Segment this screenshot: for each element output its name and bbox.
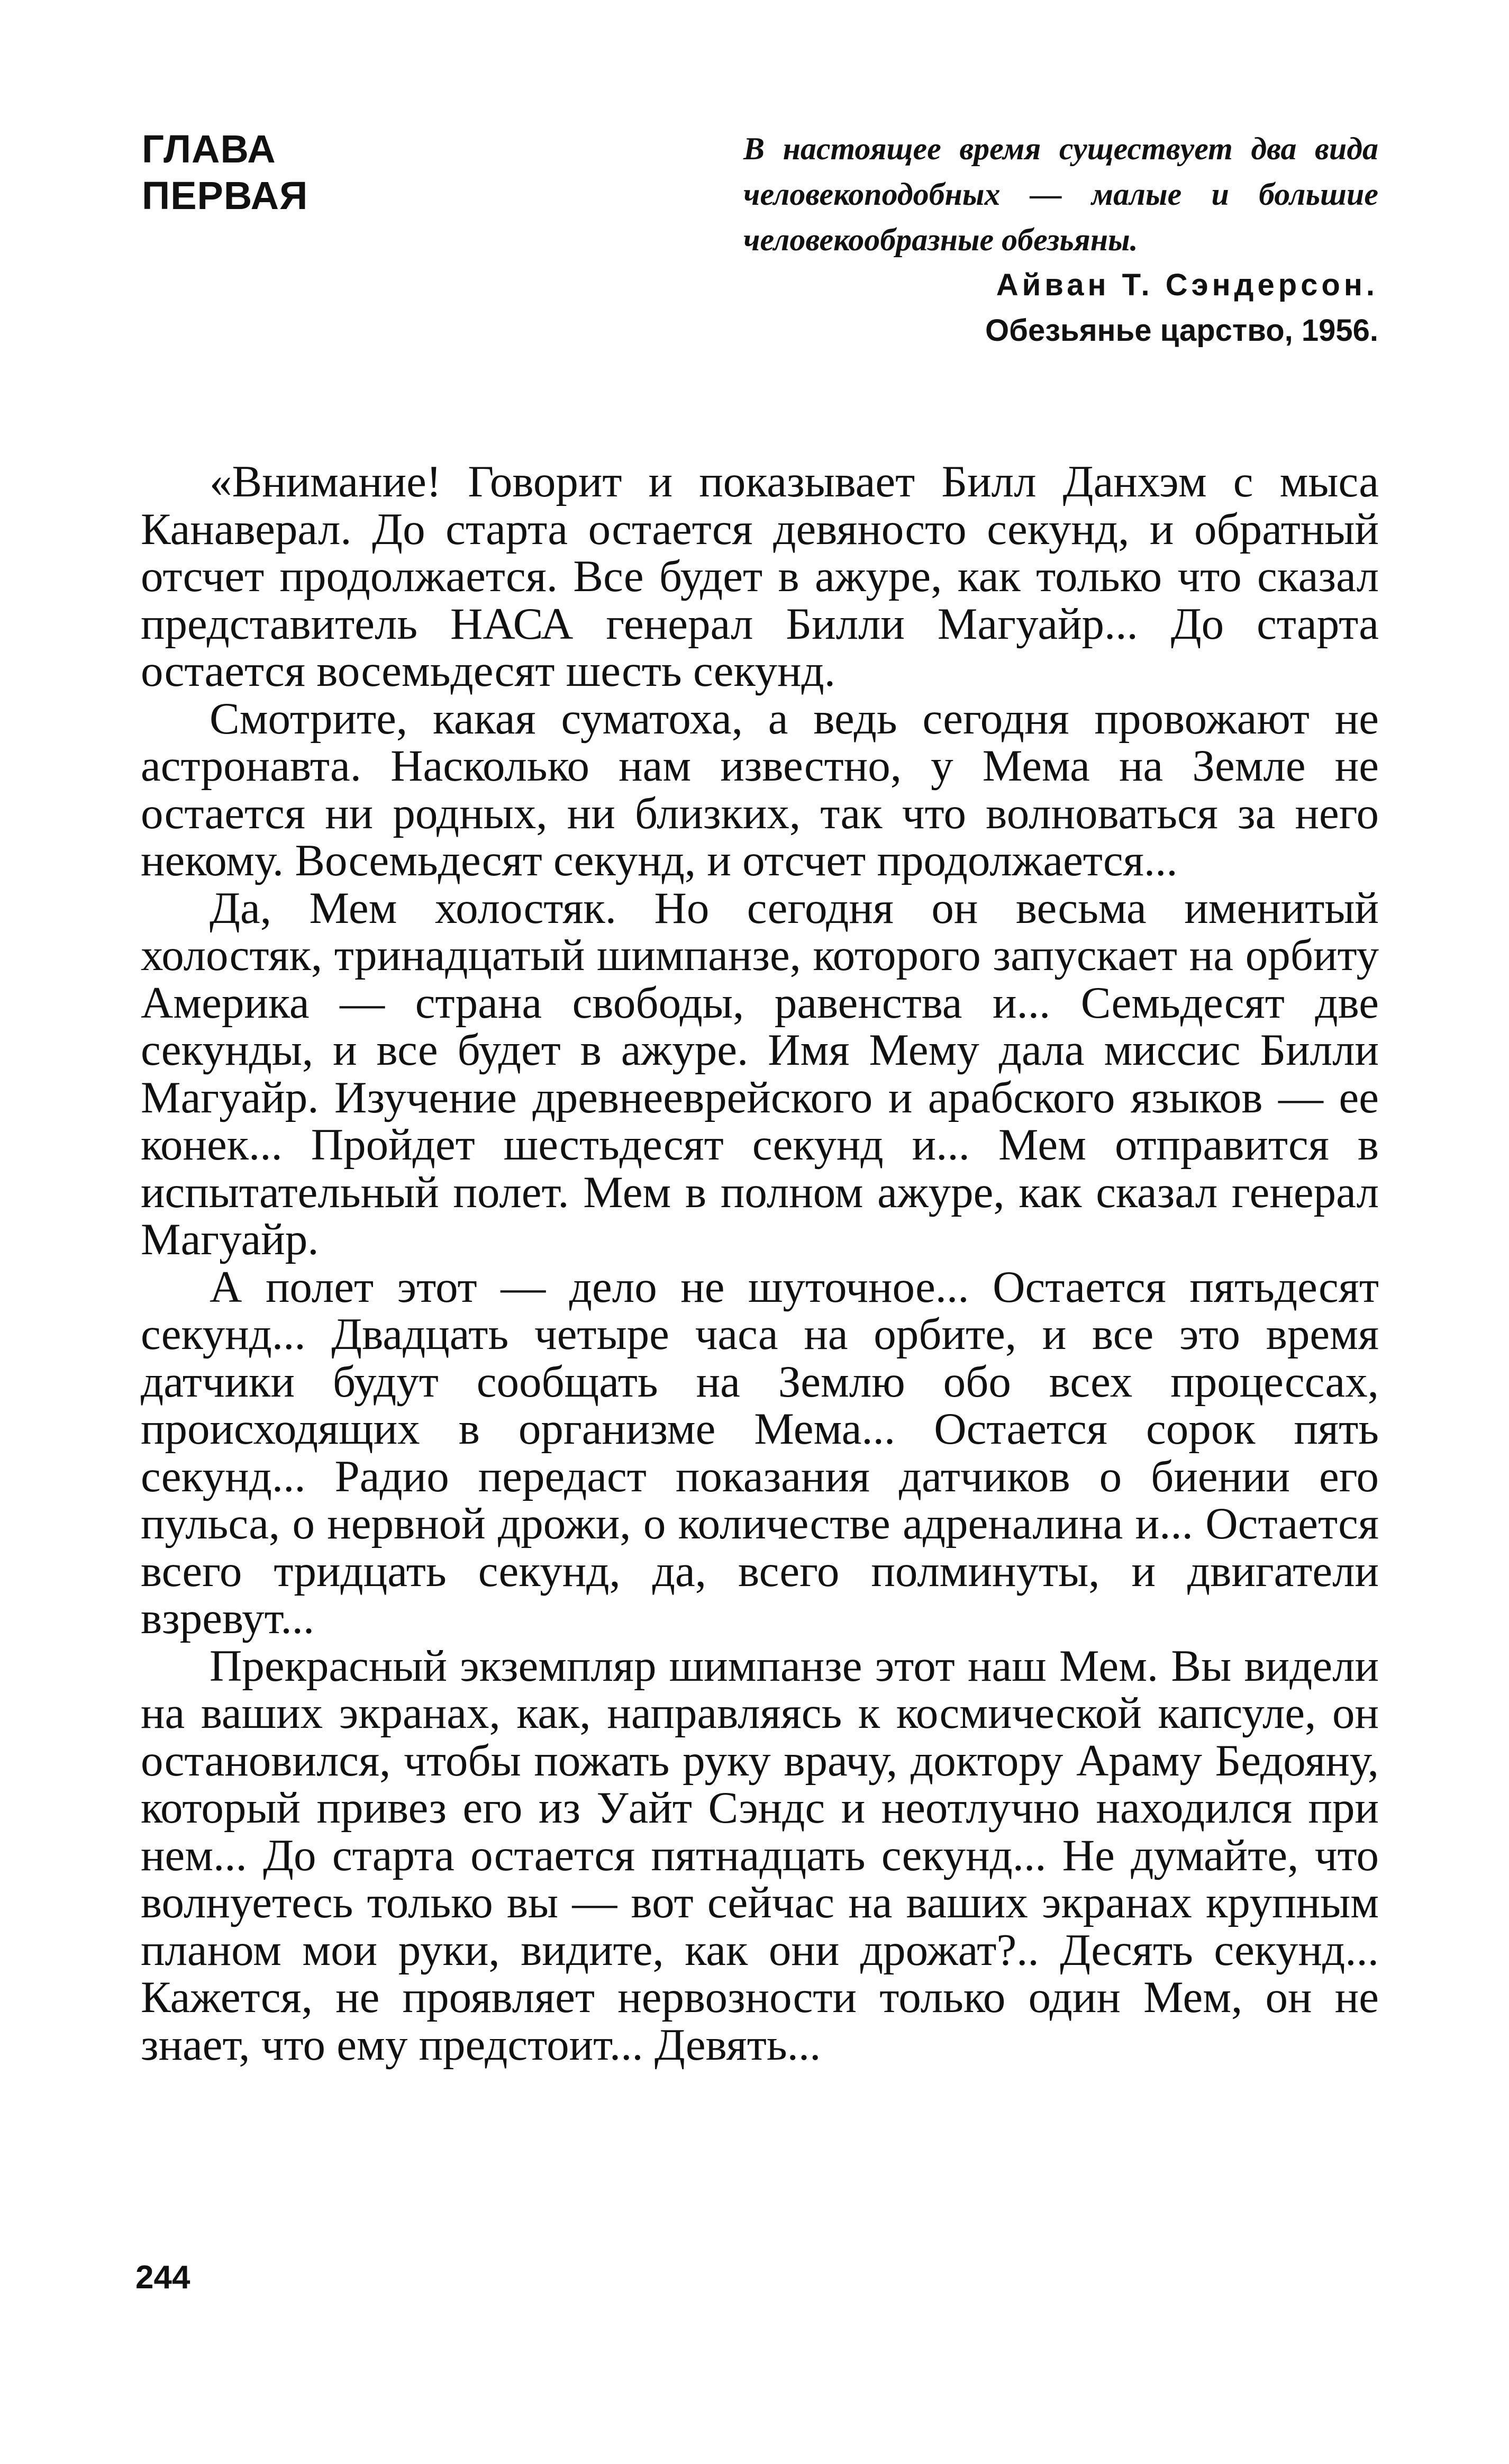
chapter-heading-line-2: ПЕРВАЯ — [142, 174, 308, 218]
epigraph-source: Обезьянье царство, 1956. — [985, 313, 1378, 348]
paragraph: «Внимание! Говорит и показывает Билл Данхэм с мыса Канаверал. До старта остается девяносто секунд, и обратный отсчет продолжается. Все будет в ажуре, как только что сказал представитель НАСА генерал Билли Магуайр... До старта остается восемьдесят шесть секунд. — [141, 457, 1379, 696]
epigraph-author: Айван Т. Сэндерсон. — [996, 268, 1378, 302]
epigraph-quote: В настоящее время существует два вида человекоподобных — малые и большие человекообразные обезьяны. — [743, 131, 1378, 257]
paragraph: Смотрите, какая суматоха, а ведь сегодня провожают не астронавта. Насколько нам известно, у Мема на Земле не остается ни родных, ни близких, так что волноваться за него некому. Восемьдесят секунд, и отсчет продолжается... — [141, 693, 1379, 885]
epigraph — [743, 126, 1378, 354]
chapter-heading-line-1: ГЛАВА — [142, 127, 276, 171]
chapter-heading — [142, 126, 308, 219]
paragraph: А полет этот — дело не шуточное... Остается пятьдесят секунд... Двадцать четыре часа на орбите, и все это время датчики будут сообщать на Землю обо всех процессах, происходящих в организме Мема... Остается сорок пять секунд... Радио передаст показания датчиков о биении его пульса, о нервной дрожи, о количестве адреналина и... Остается всего тридцать секунд, да, всего полминуты, и двигатели взревут... — [141, 1262, 1379, 1643]
paragraph: Прекрасный экземпляр шимпанзе этот наш Мем. Вы видели на ваших экранах, как, направляясь к космической капсуле, он остановился, чтобы пожать руку врачу, доктору Араму Бедояну, который привез его из Уайт Сэндс и неотлучно находился при нем... До старта остается пятнадцать секунд... Не думайте, что волнуетесь только вы — вот сейчас на ваших экранах крупным планом мои руки, видите, как они дрожат?.. Десять секунд... Кажется, не проявляет нервозности только один Мем, он не знает, что ему предстоит... Девять... — [141, 1641, 1379, 2070]
paragraph: Да, Мем холостяк. Но сегодня он весьма именитый холостяк, тринадцатый шимпанзе, которого запускает на орбиту Америка — страна свободы, равенства и... Семьдесят две секунды, и все будет в ажуре. Имя Мему дала миссис Билли Магуайр. Изучение древнееврейского и арабского языков — ее конек... Пройдет шестьдесят секунд и... Мем отправится в испытательный полет. Мем в полном ажуре, как сказал генерал Магуайр. — [141, 883, 1379, 1264]
page-number: 244 — [135, 2259, 190, 2296]
body-text — [141, 458, 1379, 2069]
